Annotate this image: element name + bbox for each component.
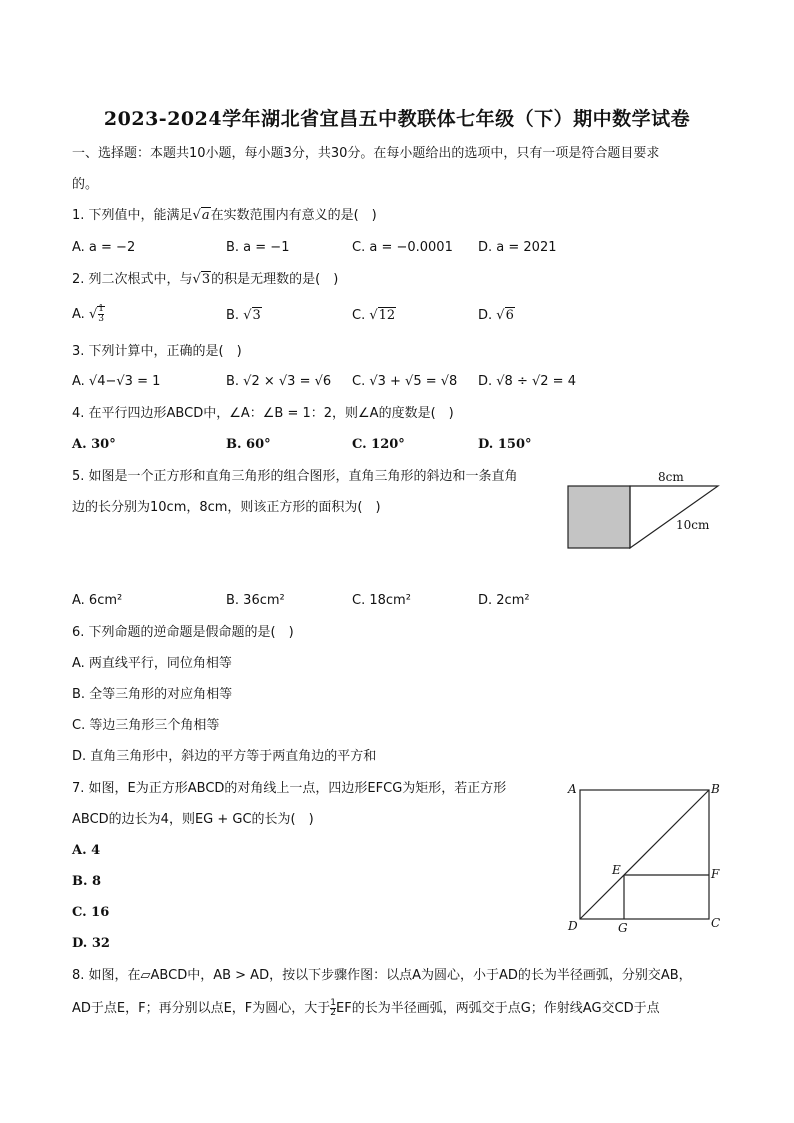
q8-stem-line1: 8. 如图，在▱ABCD中，AB > AD，按以下步骤作图：以点A为圆心，小于AD的长为半径画弧，分别交AB， — [72, 968, 692, 983]
right-triangle — [630, 486, 718, 548]
shaded-square — [568, 486, 630, 548]
section-heading-line2: 的。 — [72, 177, 99, 192]
q3-option-c: C. √3 + √5 = √8 — [352, 374, 458, 389]
q5-stem-line2: 边的长分别为10cm，8cm，则该正方形的面积为( ) — [72, 500, 381, 515]
label-10cm: 10cm — [676, 518, 710, 532]
q2-option-b-label: B. — [226, 308, 240, 323]
q1-stem-post: 在实数范围内有意义的是( ) — [210, 208, 377, 223]
q1-stem — [72, 207, 377, 225]
q2-stem-pre: 2. 列二次根式中，与 — [72, 272, 193, 287]
q2-option-c-label: C. — [352, 308, 366, 323]
q2-option-d-radicand: 6 — [505, 308, 514, 323]
q2-stem — [72, 271, 338, 289]
diagonal-db — [580, 790, 709, 919]
q8-stem-line2 — [72, 999, 660, 1018]
q3-option-d: D. √8 ÷ √2 = 4 — [478, 374, 576, 389]
sqrt-a-expression: √a — [192, 208, 210, 223]
q4-stem: 4. 在平行四边形ABCD中，∠A：∠B = 1：2，则∠A的度数是( ) — [72, 406, 454, 421]
q2-option-a-numerator: 1 — [98, 304, 104, 314]
q8-line2-pre: AD于点E，F；再分别以点E，F为圆心，大于 — [72, 1001, 331, 1016]
q2-option-d: D. √6 — [478, 308, 514, 323]
label-b: B — [711, 782, 720, 796]
q5-option-b: B. 36cm² — [226, 593, 285, 608]
q2-stem-post: 的积是无理数的是( ) — [211, 272, 339, 287]
q1-option-d: D. a = 2021 — [478, 240, 557, 255]
q2-option-d-label: D. — [478, 308, 493, 323]
sqrt-fraction-expression: √ $\frac{1}{3}$ — [88, 304, 104, 324]
q6-option-b: B. 全等三角形的对应角相等 — [72, 687, 233, 702]
q1-option-b: B. a = −1 — [226, 240, 290, 255]
label-g: G — [618, 921, 628, 935]
label-c: C — [711, 916, 721, 930]
label-f: F — [711, 867, 720, 881]
q5-option-a: A. 6cm² — [72, 593, 123, 608]
q4-option-d: D. 150° — [478, 437, 532, 452]
q3-stem: 3. 下列计算中，正确的是( ) — [72, 344, 242, 359]
q8-line2-post: EF的长为半径画弧，两弧交于点G；作射线AG交CD于点 — [336, 1001, 660, 1016]
q1-option-a: A. a = −2 — [72, 240, 136, 255]
q7-option-a: A. 4 — [72, 843, 101, 858]
q5-option-c: C. 18cm² — [352, 593, 411, 608]
q5-stem-line1: 5. 如图是一个正方形和直角三角形的组合图形，直角三角形的斜边和一条直角 — [72, 469, 518, 484]
q7-option-b: B. 8 — [72, 874, 102, 889]
square-triangle-figure — [560, 466, 730, 556]
q6-option-a: A. 两直线平行，同位角相等 — [72, 656, 232, 671]
q6-stem: 6. 下列命题的逆命题是假命题的是( ) — [72, 625, 294, 640]
page-title: 2023-2024学年湖北省宜昌五中教联体七年级（下）期中数学试卷 — [103, 108, 691, 130]
q5-option-d: D. 2cm² — [478, 593, 530, 608]
q7-stem-line2: ABCD的边长为4，则EG + GC的长为( ) — [72, 812, 314, 827]
q2-option-a-label: A. — [72, 307, 85, 322]
q7-stem-line1: 7. 如图，E为正方形ABCD的对角线上一点，四边形EFCG为矩形，若正方形 — [72, 781, 507, 796]
q6-option-c: C. 等边三角形三个角相等 — [72, 718, 220, 733]
sqrt-3-expression: √3 — [192, 272, 211, 287]
q2-option-b: B. √3 — [226, 308, 261, 323]
q2-stem-radicand: 3 — [201, 272, 211, 287]
q2-option-c-radicand: 12 — [378, 308, 396, 323]
q8-frac-denominator: 2 — [330, 1008, 337, 1018]
q8-frac-numerator: 1 — [330, 998, 337, 1008]
q4-option-a: A. 30° — [72, 437, 116, 452]
section-heading-line1: 一、选择题：本题共10小题，每小题3分，共30分。在每小题给出的选项中，只有一项是符合题目要求 — [72, 146, 660, 161]
q3-option-a: A. √4−√3 = 1 — [72, 374, 161, 389]
q6-option-d: D. 直角三角形中，斜边的平方等于两直角边的平方和 — [72, 749, 377, 764]
q4-option-c: C. 120° — [352, 437, 405, 452]
q2-option-a-denominator: 3 — [98, 314, 104, 324]
label-d: D — [568, 919, 578, 933]
q7-option-d: D. 32 — [72, 936, 110, 951]
label-e: E — [612, 863, 621, 877]
q7-option-c: C. 16 — [72, 905, 110, 920]
q2-option-a — [72, 305, 105, 324]
q1-option-c: C. a = −0.0001 — [352, 240, 453, 255]
label-8cm: 8cm — [658, 470, 684, 484]
label-a: A — [568, 782, 577, 796]
q1-stem-radicand: a — [201, 208, 210, 223]
square-diagonal-figure — [562, 778, 732, 938]
q2-option-c: C. √12 — [352, 308, 396, 323]
q1-stem-pre: 1. 下列值中，能满足 — [72, 208, 193, 223]
q4-option-b: B. 60° — [226, 437, 271, 452]
q3-option-b: B. √2 × √3 = √6 — [226, 374, 332, 389]
q2-option-b-radicand: 3 — [252, 308, 261, 323]
